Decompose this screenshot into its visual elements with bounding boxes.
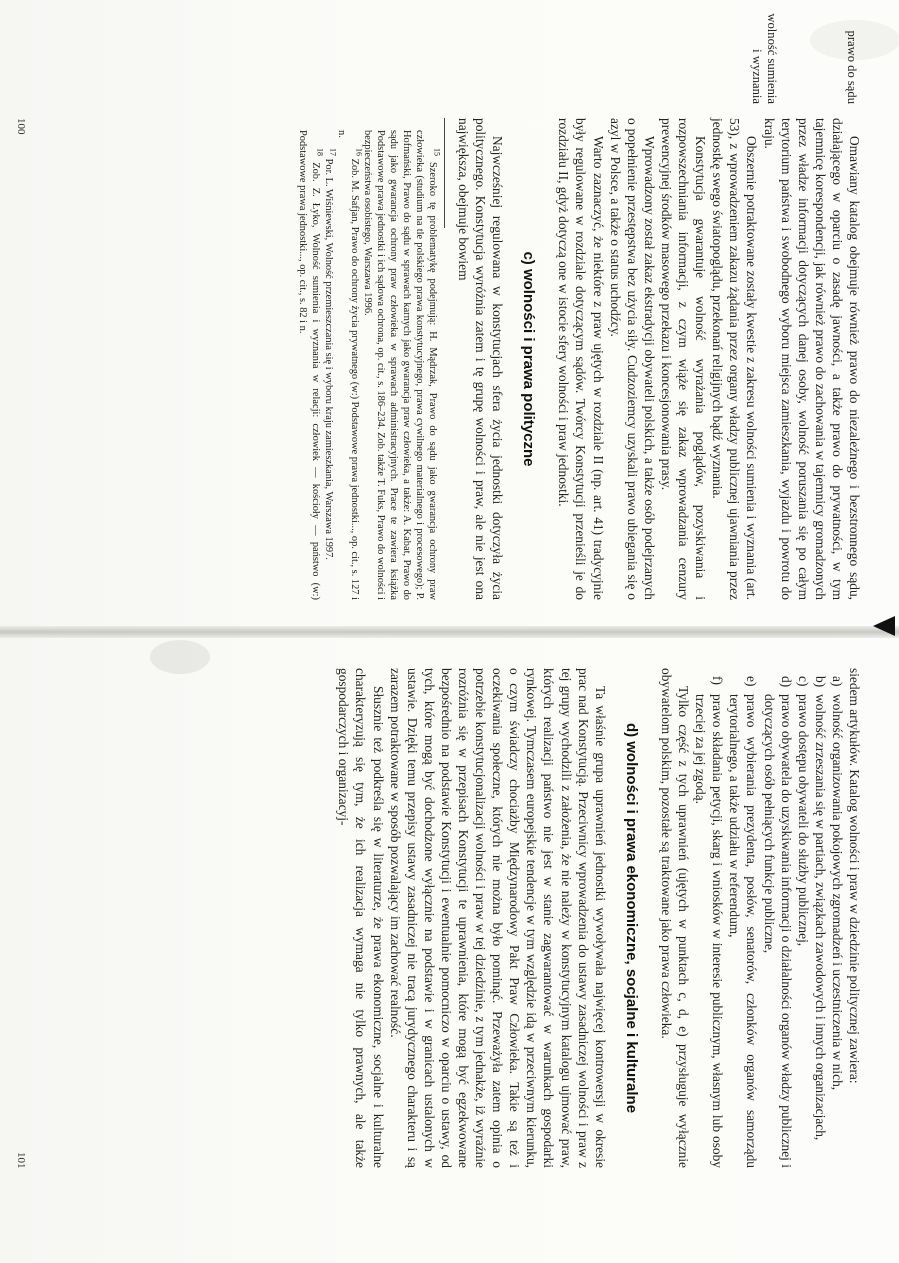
footnote-text: Zob. M. Safjan, Prawo do ochrony życia prywatnego (w:) Podstawowe prawa jednostki..., op. cit., s. 127 i n. — [335, 130, 360, 600]
paragraph: Tylko część z tych uprawnień (ujętych w punktach c, d, e) przysługuje wyłącznie obywatelom polskim, pozostałe są traktowane jako prawa człowieka. — [658, 668, 692, 1168]
footnote — [361, 118, 442, 600]
footnote — [335, 118, 364, 600]
rights-list — [692, 668, 846, 1168]
footnote-mark: 17 — [328, 148, 338, 156]
list-marker: e) — [744, 676, 760, 687]
list-item — [760, 668, 794, 1168]
margin-note-conscience: wolność sumienia i wyznania — [750, 13, 779, 104]
page-number: 100 — [15, 118, 27, 135]
page-number: 101 — [15, 1152, 27, 1169]
list-text: prawo składania petycji, skarg i wniosków w interesie publicznym, własnym lub osoby trzeciej za jej zgodą. — [693, 694, 726, 1168]
section-heading-c: c) wolności i prawa polityczne — [520, 251, 538, 467]
list-item — [726, 668, 760, 1168]
list-item — [812, 668, 829, 1168]
list-marker: c) — [795, 676, 811, 687]
left-column — [296, 118, 863, 600]
footnote-mark: 16 — [354, 148, 364, 156]
paragraph: Najwcześniej regulowana w konstytucjach sfera życia jednostki dotyczyła życia politycznego. Konstytucja wyróżnia zatem i tę grupę wolności i praw, ale nie jest ona największa, obejmuje bowiem — [456, 118, 506, 600]
list-text: wolność zrzeszania się w partiach, związkach zawodowych i innych organizacjach, — [812, 694, 828, 1141]
paragraph — [760, 118, 863, 600]
list-marker: d) — [778, 676, 794, 688]
footnote — [296, 118, 325, 600]
paragraph: siedem artykułów. Katalog wolności i praw w dziedzinie politycznej zawiera: — [847, 668, 862, 1084]
footnote-rule — [444, 118, 445, 228]
list-text: wolność organizowania pokojowych zgromadzeń i uczestniczenia w nich, — [829, 694, 845, 1091]
paragraph: Warto zaznaczyć, że niektóre z praw ujętych w rozdziale II (np. art. 41) tradycyjnie były regulowane w rozdziale dotyczącym sądów. Twórcy Konstytucji przenieśli je do rozdziału II, gdyż dotyczą one w istocie sfery wolności i praw jednostki. — [556, 118, 606, 600]
left-page — [0, 0, 899, 631]
footnote-text: Por. L. Wiśniewski, Wolność przemieszczania się i wyboru kraju zamieszkania, Warszawa 1997. — [322, 158, 334, 560]
paragraph: Wprowadzony został zakaz ekstradycji obywateli polskich, a także osób podejrzanych o popełnienie przestępstwa bez użycia siły. Cudzoziemcy uzyskali prawo ubiegania się o azyl w Polsce, a także o status uchodźcy. — [607, 118, 657, 600]
section-heading-d: d) wolności i prawa ekonomiczne, socjalne i kulturalne — [622, 722, 640, 1114]
footnote-mark: 18 — [315, 148, 325, 156]
list-text: prawo dostępu obywateli do służby publicznej, — [795, 694, 811, 947]
list-item — [692, 668, 726, 1168]
list-marker: b) — [812, 676, 828, 688]
right-page — [0, 632, 899, 1263]
list-marker: a) — [829, 676, 845, 687]
paragraph: Konstytucja gwarantuje wolność wyrażania poglądów, pozyskiwania i rozpowszechniania informacji, z czym wiąże się zakaz wprowadzania cenzury prewencyjnej środków masowego przekazu i koncesjonowania prasy. — [658, 118, 709, 600]
margin-note-court: prawo do sądu — [845, 30, 859, 104]
footnote-text: Szeroko tę problematykę podejmują: H. Mądrzak, Prawo do sądu jako gwarancja ochrony praw człowieka (studium na tle polskiego prawa konstytucyjnego, prawa cywilnego materialnego i procesowego); P. Hofmański, Prawo do sądu w sprawach karnych jako gwarancja praw człowieka, a także: A. Kabat, Prawo do sądu jako gwarancja ochrony praw człowieka w sprawach administracyjnych. Prace te zawiera książka Podstawowe prawa jednostki i ich sądowa ochrona, op. cit., s. 186–234. Zob. także T. Fuks, Prawo do wolności i bezpieczeństwa osobistego, Warszawa 1996. — [361, 130, 438, 600]
paragraph: Obszernie potraktowane zostały kwestie z zakresu wolności sumienia i wyznania (art. 53), z wprowadzeniem zakazu żądania przez organy władzy publicznej ujawniania przez jednostkę swego światopoglądu, przekonań religijnych bądź wyznania. — [710, 118, 760, 600]
paragraph: Ta właśnie grupa uprawnień jednostki wywoływała najwięcej kontrowersji w okresie prac nad Konstytucją. Przeciwnicy wprowadzenia do ustawy zasadniczej wolności i praw z tej grupy wychodzili z założenia, że nie należy w konstytucyjnym katalogu ujmować praw, których realizacji państwo nie jest w stanie zagwarantować w warunkach gospodarki rynkowej. Tymczasem europejskie tendencje w tym względzie idą w przeciwnym kierunku, o czym świadczy chociażby Międzynarodowy Pakt Praw Człowieka. Takie są też i oczekiwania społeczne, których nie można było pominąć. Przeważyła zatem opinia o potrzebie konstytucjonalizacji wolności i praw w tej dziedzinie, z tym jednakże, iż wyraźnie rozróżnia się w przepisach Konstytucji te uprawnienia, które mogą być egzekwowane bezpośrednio na podstawie Konstytucji i ewentualnie pomocniczo w oparciu o ustawy, od tych, które mogą być dochodzone wyłącznie na podstawie i w granicach ustalonych w ustawie. Dzięki temu przepisy ustawy zasadniczej nie tracą jurydycznego charakteru i są zarazem potraktowane w sposób pozwalający im zachować realność. — [387, 668, 608, 1168]
paragraph-text: Omawiany katalog obejmuje również prawo do niezależnego i bezstronnego sądu, działającego w oparciu o zasadę jawności, a także prawo do prywatności, w tym tajemnicę korespondencji, jak również prawo do zachowania w tajemnicy gromadzonych przez władze informacji dotyczących danej osoby, wolność poruszania się po całym terytorium państwa i swobodnego wyboru miejsca zamieszkania, wyjazdu i powrotu do kraju. — [761, 118, 862, 600]
paragraph: Słusznie też podkreśla się w literaturze, że prawa ekonomiczne, socjalne i kulturalne charakteryzują się tym, że ich realizacja wymaga nie tylko prawnych, ale także gospodarczych i organizacyj- — [336, 668, 386, 1168]
footnote — [322, 118, 338, 600]
list-item — [829, 668, 846, 1168]
footnote-mark: 15 — [432, 148, 442, 156]
list-marker: f) — [710, 676, 726, 685]
list-item — [795, 668, 812, 1168]
footnote-text: Zob. Z. Łyko, Wolność sumienia i wyznania w relacji: człowiek — kościoły — państwo (w:) Podstawowe prawa jednostki..., op. cit., s. 82 i n. — [296, 130, 321, 600]
list-text: prawo wybierania prezydenta, posłów, senatorów, członków organów samorządu terytorialnego, a także udziału w referendum, — [727, 694, 760, 1168]
list-text: prawo obywatela do uzyskiwania informacji o działalności organów władzy publicznej i dotyczących osób pełniących funkcje publiczne, — [761, 694, 794, 1168]
right-column — [335, 668, 863, 1168]
